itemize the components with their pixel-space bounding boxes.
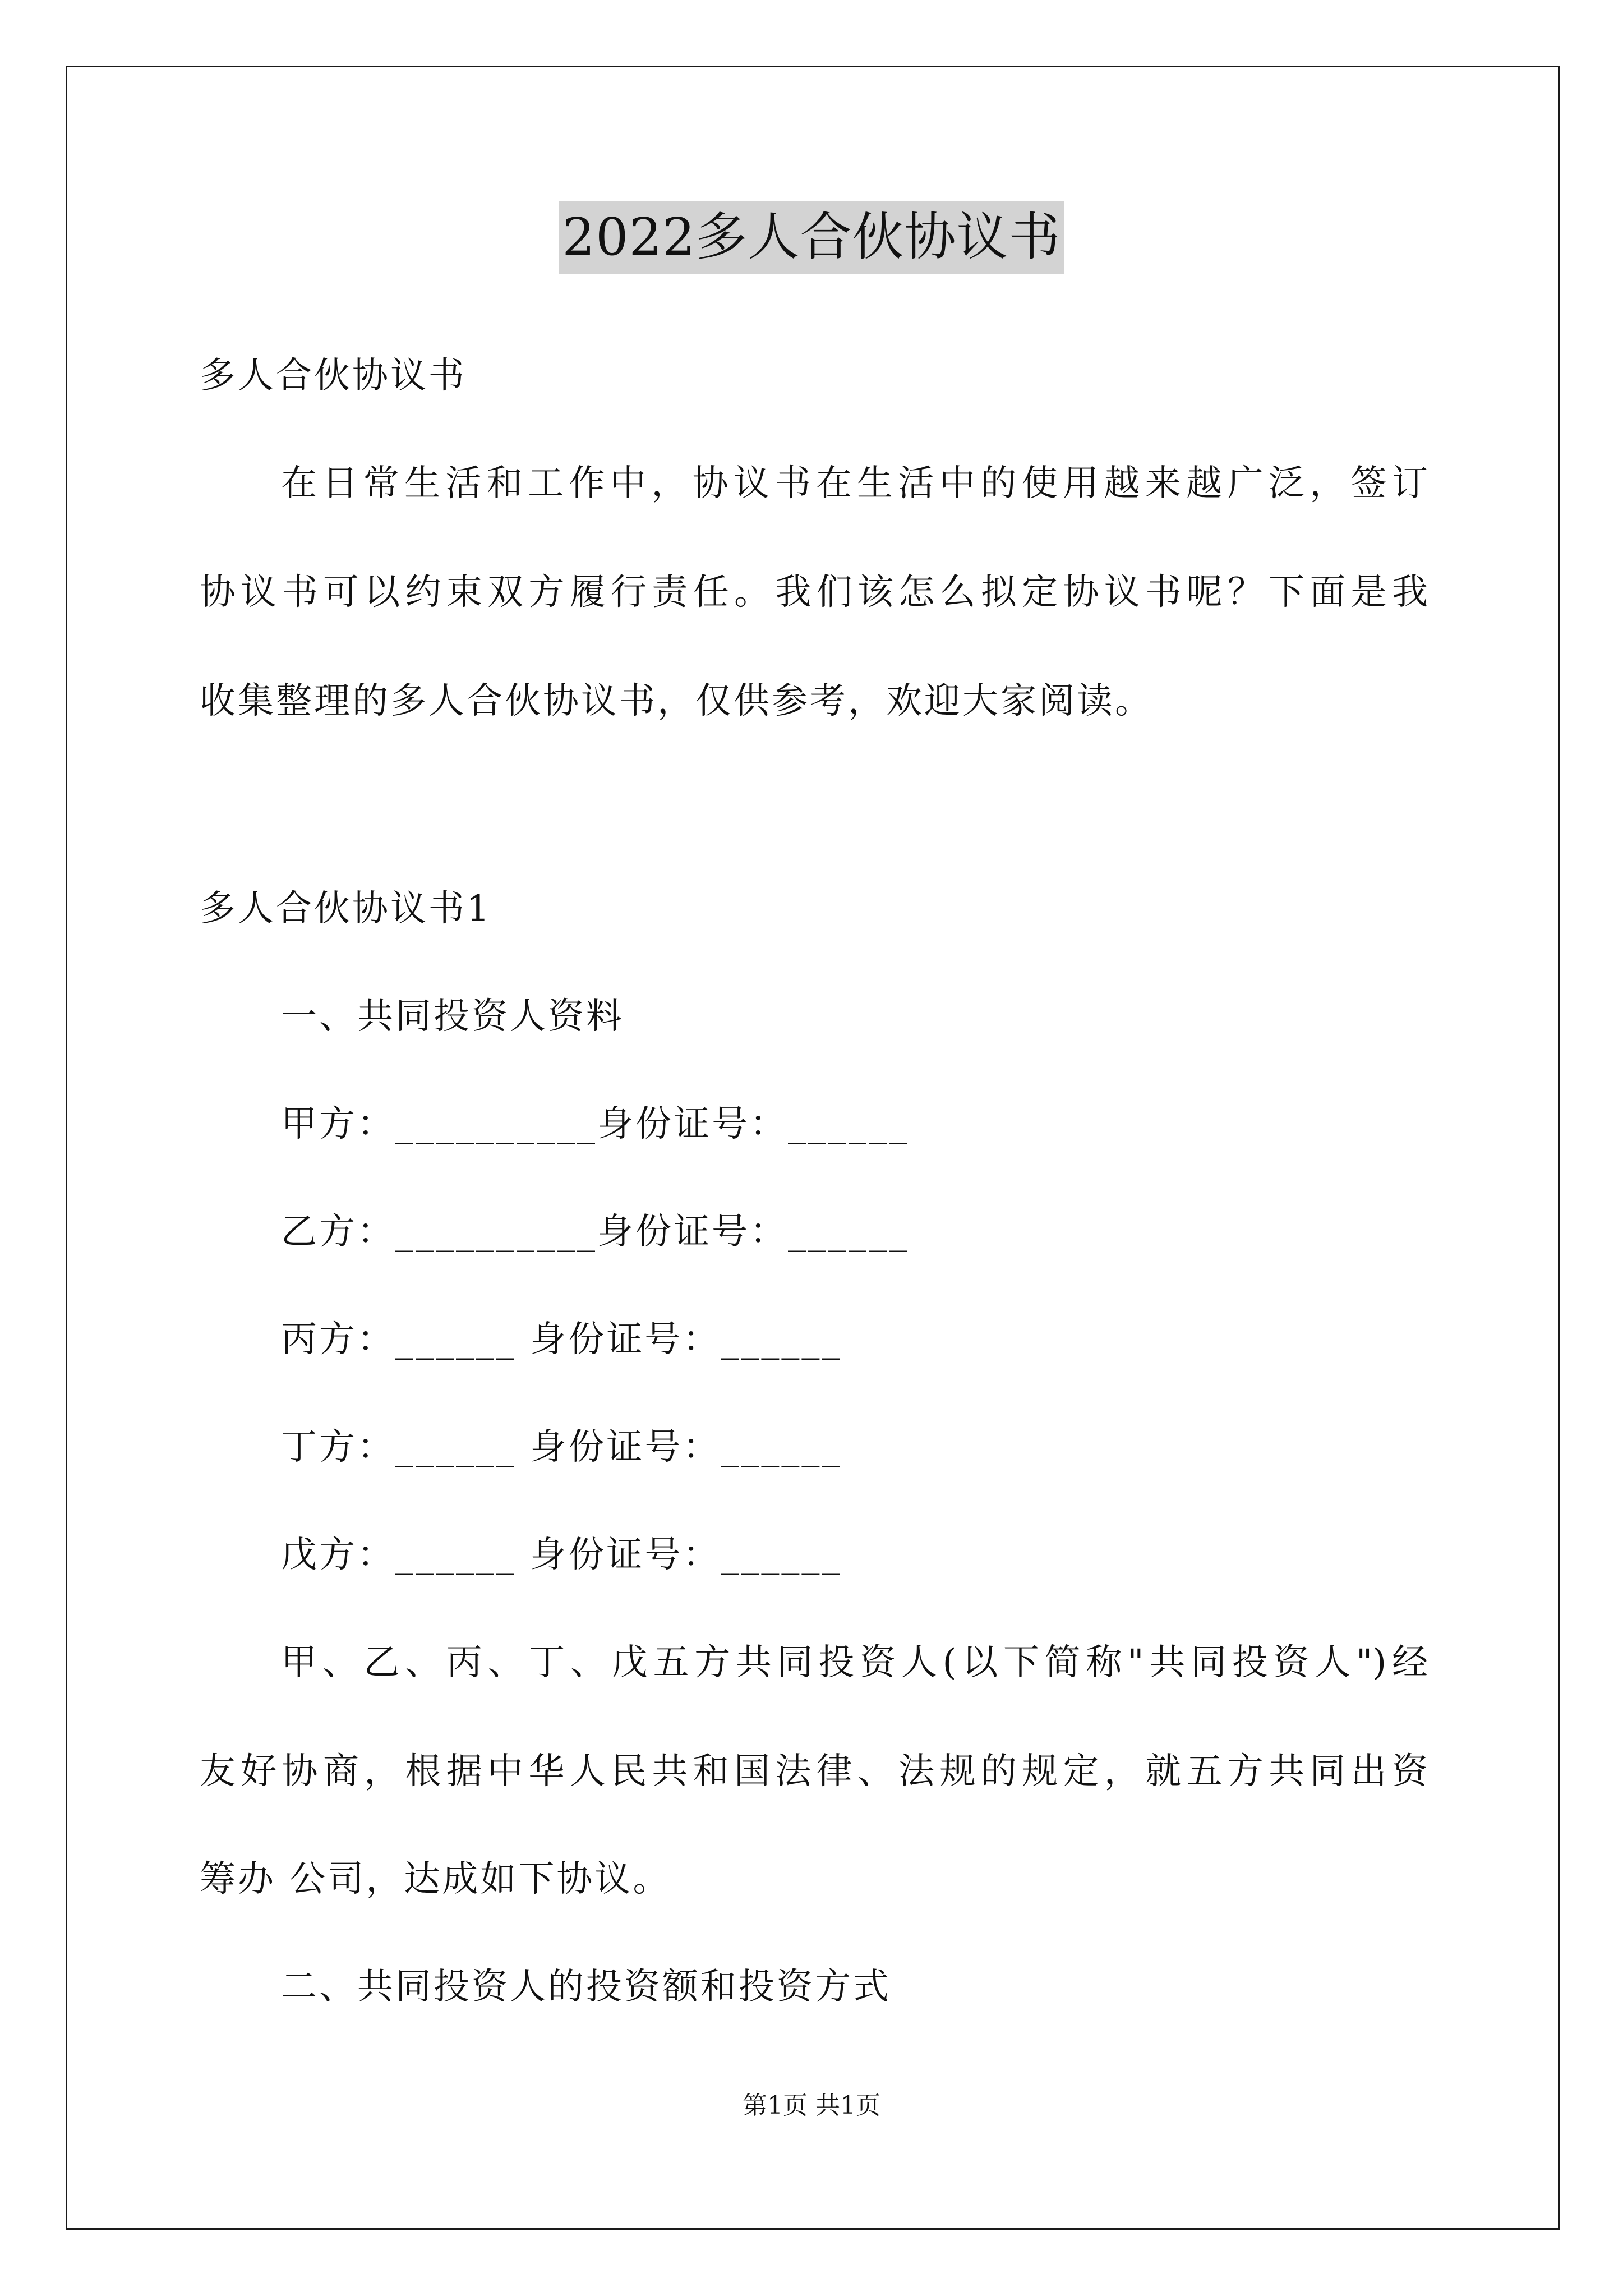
agreement-line-1: 甲、乙、丙、丁、戊五方共同投资人(以下简称"共同投资人")经: [281, 1642, 1428, 1683]
item-heading-2: 二、共同投资人的投资额和投资方式: [281, 1966, 891, 2008]
party-line-d: 丁方：______ 身份证号：______: [281, 1427, 842, 1468]
page-footer: 第1页 共1页: [743, 2091, 880, 2120]
section-heading: 多人合伙协议书1: [200, 888, 492, 930]
party-line-b: 乙方：__________身份证号：______: [281, 1211, 909, 1253]
intro-line-1: 在日常生活和工作中，协议书在生活中的使用越来越广泛，签订: [281, 463, 1428, 504]
agreement-line-3: 筹办 公司，达成如下协议。: [200, 1858, 671, 1900]
party-line-a: 甲方：__________身份证号：______: [281, 1103, 909, 1145]
agreement-line-2: 友好协商，根据中华人民共和国法律、法规的规定，就五方共同出资: [200, 1751, 1428, 1792]
party-line-e: 戊方：______ 身份证号：______: [281, 1534, 842, 1576]
item-heading-1: 一、共同投资人资料: [281, 996, 624, 1037]
party-line-c: 丙方：______ 身份证号：______: [281, 1319, 842, 1360]
document-title: 2022多人合伙协议书: [559, 201, 1064, 274]
intro-line-3: 收集整理的多人合伙协议书，仅供参考，欢迎大家阅读。: [200, 680, 1153, 722]
intro-line-2: 协议书可以约束双方履行责任。我们该怎么拟定协议书呢？下面是我: [200, 572, 1428, 613]
title-container: [0, 201, 1623, 274]
document-subtitle: 多人合伙协议书: [200, 355, 467, 397]
